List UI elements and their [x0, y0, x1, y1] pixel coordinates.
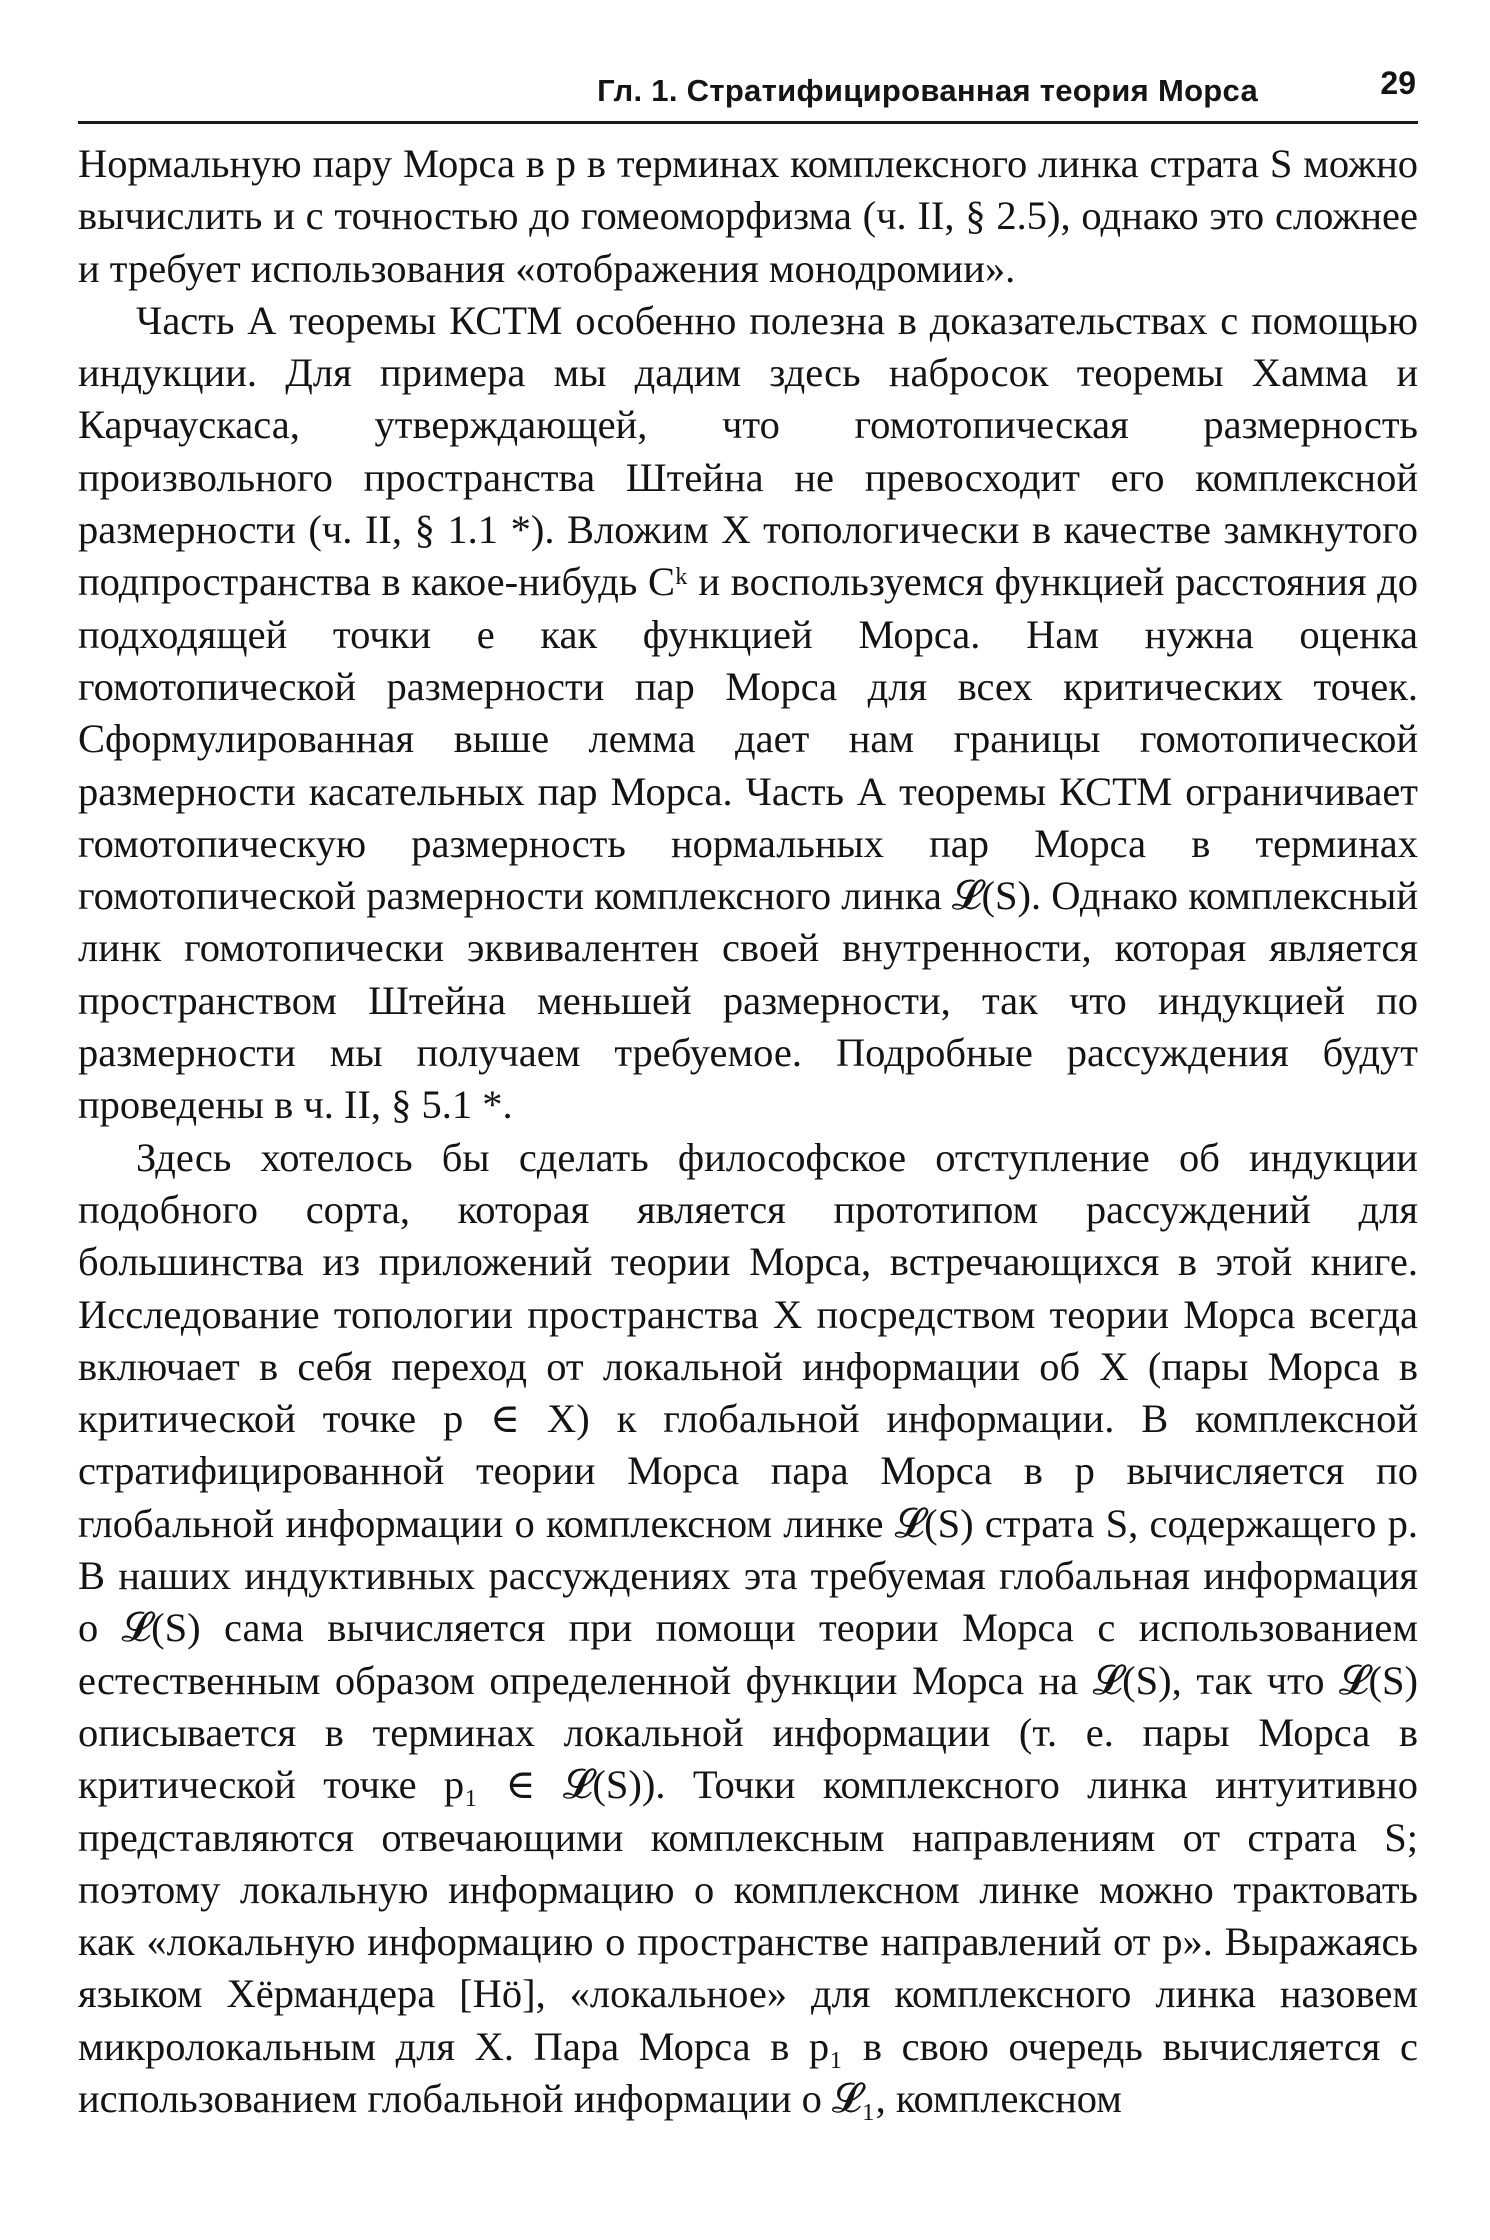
- paragraph-1: Нормальную пару Морса в p в терминах комплексного линка страта S можно вычислить и с точностью до гомеоморфизма (ч. II, § 2.5), однако это сложнее и требует использования «отображения монодромии».: [78, 141, 1418, 291]
- running-head: [78, 55, 1418, 115]
- running-title: Гл. 1. Стратифицированная теория Морса: [597, 73, 1258, 108]
- page-number: 29: [1380, 65, 1416, 101]
- body-text: [78, 138, 1418, 2125]
- paragraph-3: Здесь хотелось бы сделать философское отступление об индукции подобного сорта, которая является прототипом рассуждений для большинства из приложений теории Морса, встречающихся в этой книге. Исследование топологии пространства X посредством теории Морса всегда включает в себя переход от локальной информации об X (пары Морса в критической точке p ∈ X) к глобальной информации. В комплексной стратифицированной теории Морса пара Морса в p вычисляется по глобальной информации о комплексном линке 𝓛(S) страта S, содержащего p. В наших индуктивных рассуждениях эта требуемая глобальная информация о 𝓛(S) сама вычисляется при помощи теории Морса с использованием естественным образом определенной функции Морса на 𝓛(S), так что 𝓛(S) описывается в терминах локальной информации (т. е. пары Морса в критической точке p₁ ∈ 𝓛(S)). Точки комплексного линка интуитивно представляются отвечающими комплексным направлениям от страта S; поэтому локальную информацию о комплексном линке можно трактовать как «локальную информацию о пространстве направлений от p». Выражаясь языком Хёрмандера [Hö], «локальное» для комплексного линка назовем микролокальным для X. Пара Морса в p₁ в свою очередь вычисляется с использованием глобальной информации о 𝓛₁, комплексном: [78, 1134, 1418, 2121]
- header-rule: [78, 121, 1418, 124]
- paragraph-2: Часть А теоремы КСТМ особенно полезна в доказательствах с помощью индукции. Для примера мы дадим здесь набросок теоремы Хамма и Карчаускаса, утверждающей, что гомотопическая размерность произвольного пространства Штейна не превосходит его комплексной размерности (ч. II, § 1.1 *). Вложим X топологически в качестве замкнутого подпространства в какое-нибудь Cᵏ и воспользуемся функцией расстояния до подходящей точки e как функцией Морса. Нам нужна оценка гомотопической размерности пар Морса для всех критических точек. Сформулированная выше лемма дает нам границы гомотопической размерности касательных пар Морса. Часть А теоремы КСТМ ограничивает гомотопическую размерность нормальных пар Морса в терминах гомотопической размерности комплексного линка 𝓛(S). Однако комплексный линк гомотопически эквивалентен своей внутренности, которая является пространством Штейна меньшей размерности, так что индукцией по размерности мы получаем требуемое. Подробные рассуждения будут проведены в ч. II, § 5.1 *.: [78, 297, 1418, 1128]
- book-page: [78, 55, 1418, 2205]
